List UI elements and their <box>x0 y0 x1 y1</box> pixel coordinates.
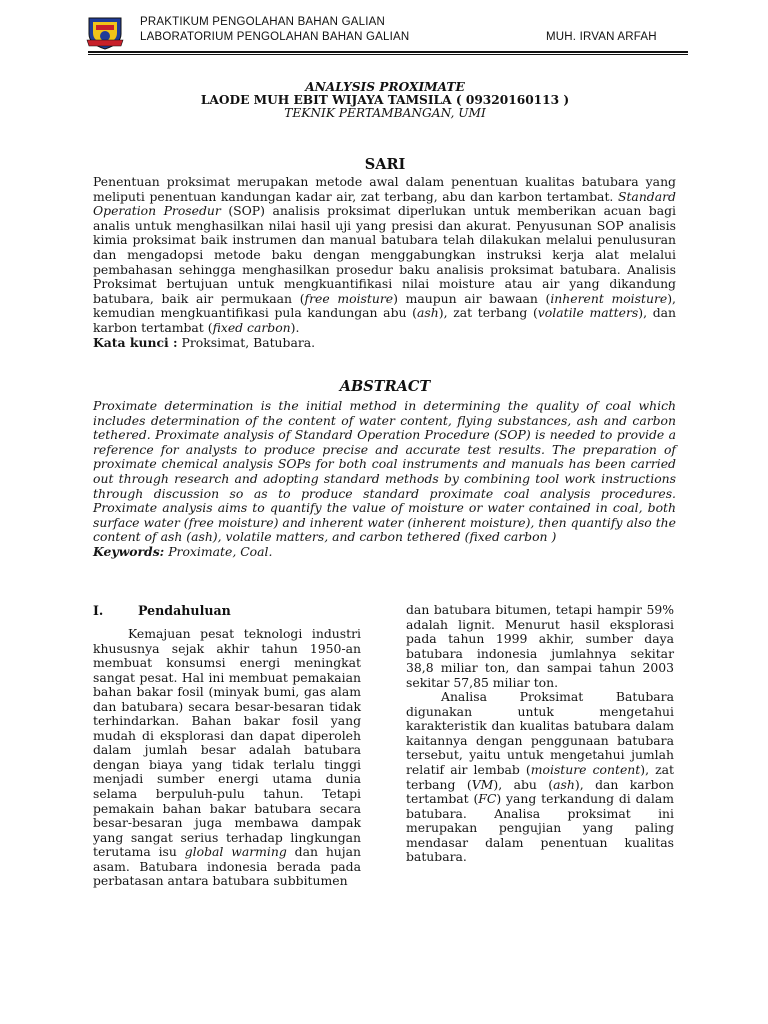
body-text: ) yang terkandung di dalam batubara. Analisa proksimat ini merupakan pengujian yang paling mendasar dalam penentuan kualitas batubara. <box>406 791 674 865</box>
sari-paragraph <box>93 175 676 336</box>
body-term: FC <box>478 791 497 807</box>
body-text: ), abu ( <box>493 776 554 792</box>
sari-sop-term: Standard Operation Prosedur <box>93 188 676 219</box>
body-text: ), zat terbang ( <box>406 762 674 792</box>
section-title: Pendahuluan <box>138 603 231 618</box>
university-crest-icon <box>86 16 124 50</box>
body-term: ash <box>553 776 575 792</box>
body-text: Analisa Proksimat Batubara digunakan untuk mengetahui karakteristik dan kualitas batubara dalam kaitannya dengan penggunaan batubara tersebut, yaitu untuk mengetahui jumlah relatif air lembab ( <box>406 689 674 778</box>
sari-term: volatile matters <box>537 305 639 321</box>
keywords-label: Kata kunci : <box>93 334 178 350</box>
right-column <box>406 603 674 865</box>
header-course-title: PRAKTIKUM PENGOLAHAN BAHAN GALIAN <box>140 16 385 28</box>
body-term: moisture content <box>530 762 641 778</box>
affiliation: TEKNIK PERTAMBANGAN, UMI <box>284 106 486 120</box>
abstract-keywords <box>93 545 676 560</box>
keywords-value: Proksimat, Batubara. <box>177 334 316 350</box>
sari-term: fixed carbon <box>212 319 291 335</box>
sari-text: (SOP) analisis proksimat diperlukan untuk memberikan acuan bagi analis untuk menghasilkan nilai hasil uji yang presisi dan akurat. Penyusunan SOP analisis kimia proksimat baik instrumen dan manual batubara telah dilakukan melalui penulusuran dan mengadopsi metode baku dengan menggabungkan instruksi kerja alat melalui pembahasan sehingga menghasilkan prosedur baku analisis proksimat batubara. Analisis Proksimat bertujuan untuk mengkuantifikasi nilai moisture atau air yang dikandung batubara, baik air permukaan ( <box>93 203 676 306</box>
sari-text: ), kemudian mengkuantifikasi pula kandungan abu ( <box>93 290 676 321</box>
left-column <box>93 627 361 889</box>
page-header <box>88 14 688 50</box>
abstract-heading: ABSTRACT <box>339 378 431 395</box>
sari-keywords <box>93 336 676 351</box>
header-divider-thin <box>88 54 688 55</box>
body-text: Kemajuan pesat teknologi industri khususnya sejak akhir tahun 1950-an membuat konsumsi energi meningkat sangat pesat. Hal ini membuat pemakaian bahan bakar fosil (minyak bumi, gas alam dan batubara) secara besar-besaran tidak terhindarkan. Bahan bakar fosil yang mudah di eksplorasi dan dapat diperoleh dalam jumlah besar adalah batubara dengan biaya yang tidak terlalu tinggi menjadi sumber energi utama dunia selama berpuluh-pulu tahun. Tetapi pemakain bahan bakar batubara secara besar-besaran juga membawa dampak yang sangat serius terhadap lingkungan terutama isu <box>93 626 361 860</box>
body-text: ), dan karbon tertambat ( <box>406 776 674 807</box>
header-lab-title: LABORATORIUM PENGOLAHAN BAHAN GALIAN <box>140 31 410 43</box>
keywords-label: Keywords: <box>93 543 165 559</box>
keywords-value: Proximate, Coal. <box>164 543 273 559</box>
body-text: dan hujan asam. Batubara indonesia berada pada perbatasan antara batubara subbitumen <box>93 844 361 889</box>
author-line: LAODE MUH EBIT WIJAYA TAMSILA ( 09320160113 ) <box>200 93 570 107</box>
sari-text: ). <box>290 319 300 335</box>
intro-paragraph-3 <box>406 690 674 865</box>
body-term: global warming <box>184 844 287 860</box>
paper-title: ANALYSIS PROXIMATE <box>305 80 465 94</box>
sari-text: ), zat terbang ( <box>438 305 538 321</box>
sari-text: ), dan karbon tertambat ( <box>93 305 676 335</box>
header-author: MUH. IRVAN ARFAH <box>546 31 657 43</box>
sari-term: free moisture <box>304 290 394 306</box>
header-divider <box>88 51 688 53</box>
sari-heading: SARI <box>364 156 406 173</box>
body-term: VM <box>471 776 494 792</box>
sari-text: ) maupun air bawaan ( <box>393 290 551 306</box>
sari-body <box>93 175 676 350</box>
sari-text: Penentuan proksimat merupakan metode awal dalam penentuan kualitas batubara yang meliputi penentuan kandungan kadar air, zat terbang, abu dan karbon tertambat. <box>93 174 676 204</box>
intro-paragraph-1 <box>93 627 361 889</box>
section-number: I. <box>93 603 104 618</box>
sari-term: inherent moisture <box>550 290 668 306</box>
abstract-body <box>93 399 676 560</box>
abstract-paragraph: Proximate determination is the initial method in determining the quality of coal which includes determination of the content of water content, flying substances, ash and carbon tethered. Proximate analysis of Standard Operation Procedure (SOP) is needed to provide a reference for analysts to produce precise and accurate test results. The preparation of proximate chemical analysis SOPs for both coal instruments and manuals has been carried out through research and adopting standard methods by combining tool work instructions through discussion so as to produce standard proximate coal analysis procedures. Proximate analysis aims to quantify the value of moisture or water contained in coal, both surface water (free moisture) and inherent water (inherent moisture), then quantify also the content of ash (ash), volatile matters, and carbon tethered (fixed carbon ) <box>93 398 676 545</box>
sari-term: ash <box>417 305 439 321</box>
intro-paragraph-2: dan batubara bitumen, tetapi hampir 59% adalah lignit. Menurut hasil eksplorasi pada tahun 1999 akhir, sumber daya batubara indonesia jumlahnya sekitar 38,8 miliar ton, dan sampai tahun 2003 sekitar 57,85 miliar ton. <box>406 602 674 690</box>
